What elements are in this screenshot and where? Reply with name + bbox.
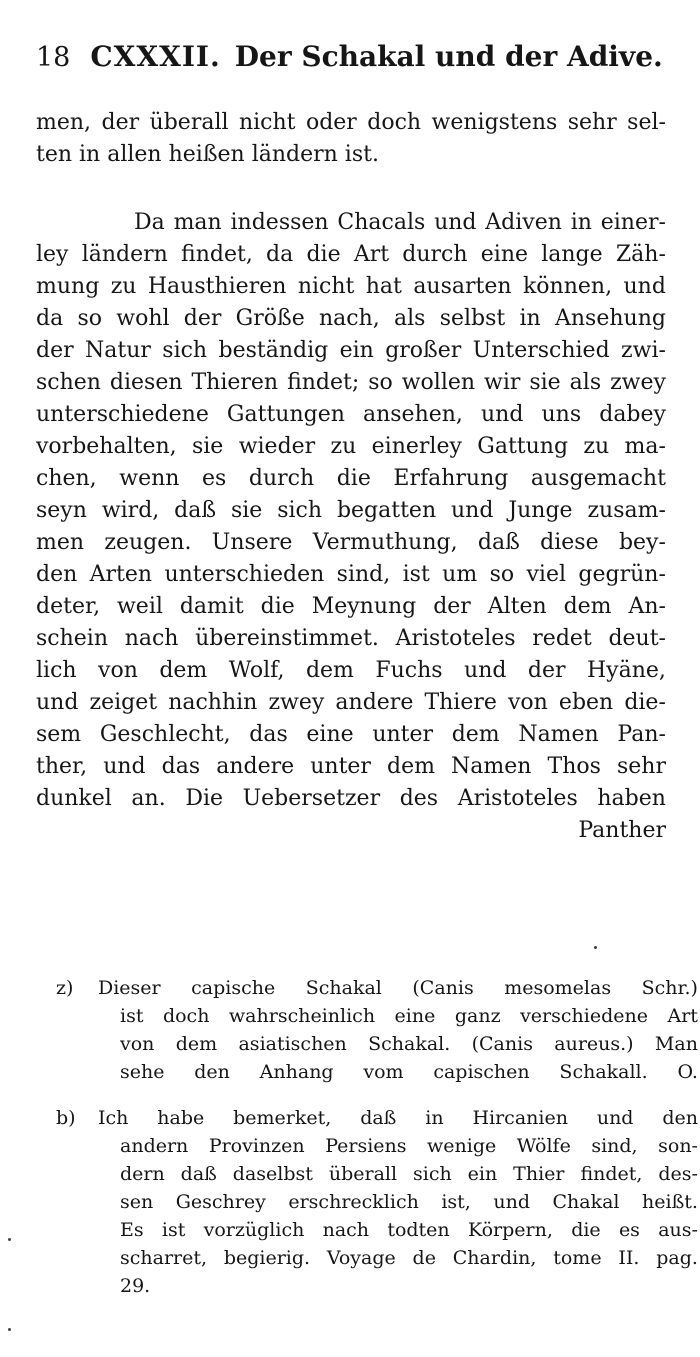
text-line: den Arten unterschieden sind, ist um so viel gegrün- [36, 562, 666, 587]
text-line: men, der überall nicht oder doch wenigstens sehr sel- [36, 110, 666, 135]
chapter-numeral: CXXXII. [90, 40, 221, 73]
text-line: vorbehalten, sie wieder zu einerley Gattung zu ma- [36, 434, 666, 459]
text-line: unterschiedene Gattungen ansehen, und uns dabey [36, 402, 666, 427]
footnote-line: sehe den Anhang vom capischen Schakall. O. [120, 1061, 698, 1083]
text-line: schein nach übereinstimmet. Aristoteles redet deut- [36, 626, 666, 651]
text-line: sem Geschlecht, das eine unter dem Namen Pan- [36, 722, 666, 747]
text-line: dunkel an. Die Uebersetzer des Aristoteles haben [36, 786, 666, 811]
running-header [36, 40, 666, 84]
footnote-line: Es ist vorzüglich nach todten Körpern, die es aus- [120, 1219, 698, 1241]
text-line: und zeiget nachhin zwey andere Thiere von eben die- [36, 690, 666, 715]
text-line: lich von dem Wolf, dem Fuchs und der Hyäne, [36, 658, 666, 683]
text-line: schen diesen Thieren findet; so wollen wir sie als zwey [36, 370, 666, 395]
footnote-mark: b) [56, 1107, 76, 1129]
text-line: seyn wird, daß sie sich begatten und Junge zusam- [36, 498, 666, 523]
print-speck [594, 946, 597, 949]
print-speck [8, 1238, 11, 1241]
text-line: ther, und das andere unter dem Namen Thos sehr [36, 754, 666, 779]
footnote-line: von dem asiatischen Schakal. (Canis aureus.) Man [120, 1033, 698, 1055]
footnote-line: Ich habe bemerket, daß in Hircanien und den [98, 1107, 698, 1129]
print-speck [8, 1328, 11, 1331]
text-line: der Natur sich beständig ein großer Unterschied zwi- [36, 338, 666, 363]
text-line: men zeugen. Unsere Vermuthung, daß diese bey- [36, 530, 666, 555]
footnote-line: ist doch wahrscheinlich eine ganz verschiedene Art [120, 1005, 698, 1027]
text-line: ten in allen heißen ländern ist. [36, 142, 379, 167]
text-line: da so wohl der Größe nach, als selbst in Ansehung [36, 306, 666, 331]
text-line: deter, weil damit die Meynung der Alten dem An- [36, 594, 666, 619]
text-line: chen, wenn es durch die Erfahrung ausgemacht [36, 466, 666, 491]
page-number: 18 [36, 42, 71, 73]
footnote-line: scharret, begierig. Voyage de Chardin, tome II. pag. [120, 1247, 698, 1269]
text-line: Da man indessen Chacals und Adiven in einer- [134, 210, 666, 235]
text-line: ley ländern findet, da die Art durch eine lange Zäh- [36, 242, 666, 267]
text-line: Panther [578, 818, 666, 843]
footnote-mark: z) [56, 977, 74, 999]
text-line: mung zu Hausthieren nicht hat ausarten können, und [36, 274, 666, 299]
footnote-line: dern daß daselbst überall sich ein Thier findet, des- [120, 1163, 698, 1185]
footnote-line: Dieser capische Schakal (Canis mesomelas Schr.) [98, 977, 698, 999]
chapter-title: Der Schakal und der Adive. [234, 40, 663, 73]
footnote-line: sen Geschrey erschrecklich ist, und Chakal heißt. [120, 1191, 698, 1213]
footnote-line: andern Provinzen Persiens wenige Wölfe sind, son- [120, 1135, 698, 1157]
footnote-line: 29. [120, 1275, 151, 1297]
